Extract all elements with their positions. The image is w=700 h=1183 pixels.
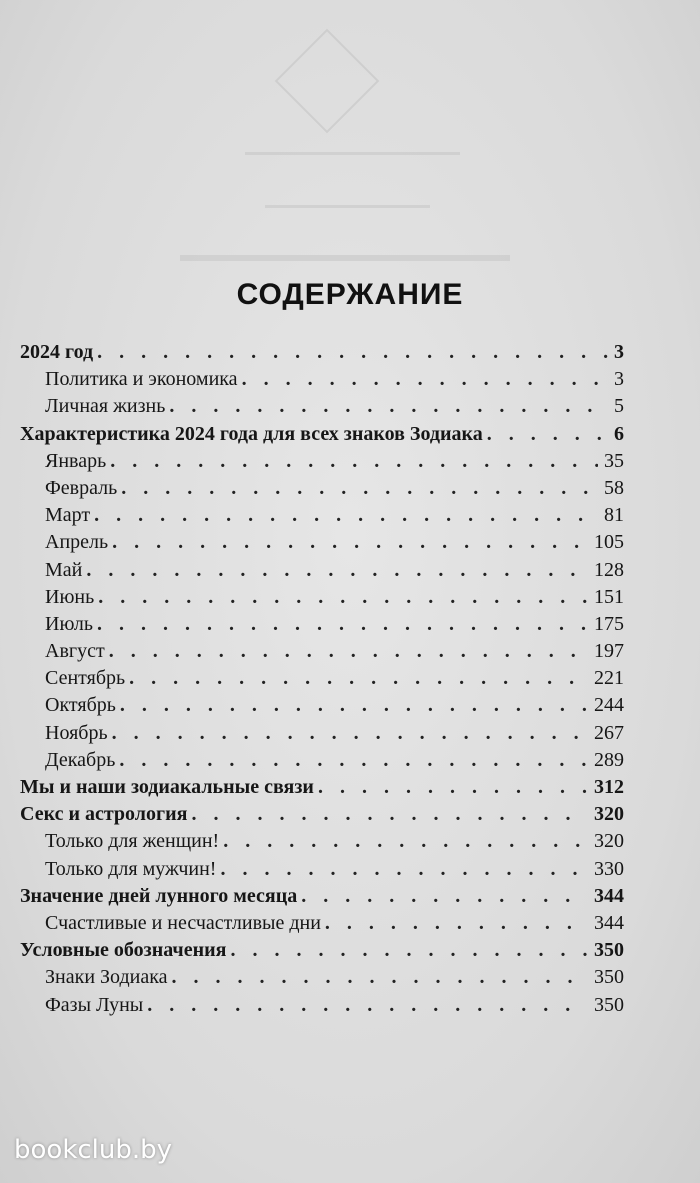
toc-subsection-row bbox=[20, 720, 624, 747]
dot-leader bbox=[301, 883, 588, 910]
toc-entry-label: Июнь bbox=[45, 585, 95, 608]
toc-page-number: 58 bbox=[604, 476, 624, 499]
toc-entry-label: Июль bbox=[45, 612, 93, 635]
toc-page-number: 344 bbox=[594, 884, 624, 907]
dot-leader bbox=[220, 856, 588, 883]
toc-entry-label: Секс и астрология bbox=[20, 803, 188, 826]
toc-entry-label: Октябрь bbox=[45, 694, 116, 717]
toc-section-row bbox=[20, 883, 624, 910]
toc-page-number: 151 bbox=[594, 585, 624, 608]
bleed-through-line bbox=[180, 255, 510, 261]
toc-page-number: 3 bbox=[614, 368, 624, 391]
toc-page-number: 105 bbox=[594, 531, 624, 554]
toc-section-row bbox=[20, 774, 624, 801]
toc-subsection-row bbox=[20, 665, 624, 692]
dot-leader bbox=[129, 665, 588, 692]
watermark: bookclub.by bbox=[14, 1135, 173, 1165]
toc-page-number: 221 bbox=[594, 667, 624, 690]
toc-subsection-row bbox=[20, 529, 624, 556]
toc-subsection-row bbox=[20, 366, 624, 393]
toc-page-number: 244 bbox=[594, 694, 624, 717]
toc-subsection-row bbox=[20, 448, 624, 475]
toc-subsection-row bbox=[20, 611, 624, 638]
toc-page-number: 175 bbox=[594, 612, 624, 635]
dot-leader bbox=[94, 502, 598, 529]
dot-leader bbox=[147, 992, 588, 1019]
dot-leader bbox=[109, 638, 588, 665]
toc-entry-label: Только для женщин! bbox=[45, 830, 220, 853]
toc-entry-label: Сентябрь bbox=[45, 667, 126, 690]
toc-page-number: 320 bbox=[594, 803, 624, 826]
toc-entry-label: Март bbox=[45, 504, 91, 527]
dot-leader bbox=[172, 964, 588, 991]
toc-entry-label: Личная жизнь bbox=[45, 395, 166, 418]
bleed-through-line bbox=[265, 205, 430, 208]
dot-leader bbox=[120, 692, 588, 719]
toc-subsection-row bbox=[20, 992, 624, 1019]
dot-leader bbox=[325, 910, 588, 937]
toc-section-row bbox=[20, 421, 624, 448]
bleed-through-line bbox=[245, 152, 460, 155]
toc-page-number: 289 bbox=[594, 748, 624, 771]
toc-subsection-row bbox=[20, 557, 624, 584]
table-of-contents bbox=[20, 339, 624, 1019]
toc-subsection-row bbox=[20, 747, 624, 774]
toc-subsection-row bbox=[20, 393, 624, 420]
toc-page-number: 35 bbox=[604, 449, 624, 472]
toc-subsection-row bbox=[20, 856, 624, 883]
dot-leader bbox=[119, 747, 588, 774]
dot-leader bbox=[98, 584, 588, 611]
toc-entry-label: Фазы Луны bbox=[45, 993, 144, 1016]
toc-page-number: 128 bbox=[594, 558, 624, 581]
toc-entry-label: Счастливые и несчастливые дни bbox=[45, 911, 321, 934]
toc-entry-label: Условные обозначения bbox=[20, 939, 227, 962]
dot-leader bbox=[242, 366, 608, 393]
toc-page-number: 5 bbox=[614, 395, 624, 418]
toc-entry-label: Май bbox=[45, 558, 83, 581]
page-title: СОДЕРЖАНИЕ bbox=[236, 278, 464, 311]
toc-page-number: 81 bbox=[604, 504, 624, 527]
dot-leader bbox=[112, 529, 588, 556]
toc-entry-label: Политика и экономика bbox=[45, 368, 238, 391]
toc-subsection-row bbox=[20, 638, 624, 665]
toc-page-number: 267 bbox=[594, 721, 624, 744]
dot-leader bbox=[223, 828, 588, 855]
dot-leader bbox=[230, 937, 588, 964]
toc-subsection-row bbox=[20, 910, 624, 937]
toc-section-row bbox=[20, 801, 624, 828]
toc-page-number: 3 bbox=[614, 341, 624, 363]
toc-entry-label: Характеристика 2024 года для всех знаков Зодиака bbox=[20, 422, 483, 445]
toc-page-number: 344 bbox=[594, 911, 624, 934]
toc-subsection-row bbox=[20, 964, 624, 991]
toc-page-number: 350 bbox=[594, 993, 624, 1016]
toc-entry-label: Значение дней лунного месяца bbox=[20, 884, 298, 907]
toc-page-number: 350 bbox=[594, 939, 624, 962]
toc-entry-label: Ноябрь bbox=[45, 721, 108, 744]
toc-page-number: 320 bbox=[594, 830, 624, 853]
toc-page-number: 312 bbox=[594, 776, 624, 798]
toc-page-number: 197 bbox=[594, 640, 624, 663]
dot-leader bbox=[110, 448, 598, 475]
dot-leader bbox=[112, 720, 588, 747]
toc-subsection-row bbox=[20, 828, 624, 855]
toc-entry-label: Только для мужчин! bbox=[45, 857, 217, 880]
dot-leader bbox=[97, 339, 608, 366]
dot-leader bbox=[318, 774, 588, 801]
toc-page-number: 330 bbox=[594, 857, 624, 880]
dot-leader bbox=[121, 475, 598, 502]
toc-entry-label: Декабрь bbox=[45, 748, 116, 771]
toc-entry-label: Мы и наши зодиакальные связи bbox=[20, 776, 314, 798]
toc-section-row bbox=[20, 937, 624, 964]
toc-entry-label: Знаки Зодиака bbox=[45, 966, 168, 989]
dot-leader bbox=[169, 393, 608, 420]
toc-entry-label: Апрель bbox=[45, 531, 109, 554]
bleed-through-emblem bbox=[275, 29, 380, 134]
toc-subsection-row bbox=[20, 475, 624, 502]
toc-entry-label: 2024 год bbox=[20, 341, 94, 363]
toc-subsection-row bbox=[20, 584, 624, 611]
dot-leader bbox=[191, 801, 588, 828]
dot-leader bbox=[86, 557, 588, 584]
toc-page-number: 350 bbox=[594, 966, 624, 989]
toc-subsection-row bbox=[20, 502, 624, 529]
toc-entry-label: Январь bbox=[45, 449, 107, 472]
toc-entry-label: Август bbox=[45, 640, 105, 663]
toc-page-number: 6 bbox=[614, 422, 624, 445]
dot-leader bbox=[487, 421, 608, 448]
toc-section-row bbox=[20, 339, 624, 366]
toc-entry-label: Февраль bbox=[45, 476, 118, 499]
toc-subsection-row bbox=[20, 692, 624, 719]
dot-leader bbox=[97, 611, 588, 638]
